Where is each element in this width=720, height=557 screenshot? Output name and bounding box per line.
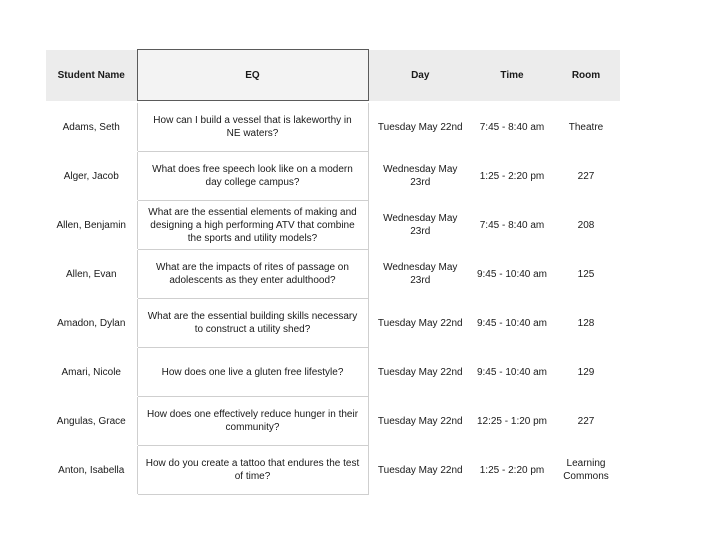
- header-time: Time: [472, 50, 552, 101]
- header-row: [46, 50, 620, 101]
- room-cell: 125: [552, 250, 620, 299]
- room-cell: 129: [552, 348, 620, 397]
- room-cell: 227: [552, 397, 620, 446]
- student-name-cell: Amadon, Dylan: [46, 299, 137, 348]
- eq-cell: What are the essential building skills necessary to construct a utility shed?: [137, 299, 368, 348]
- student-name-cell: Allen, Benjamin: [46, 201, 137, 250]
- table-row: [46, 348, 620, 397]
- student-name-cell: Anton, Isabella: [46, 446, 137, 495]
- time-cell: 7:45 - 8:40 am: [472, 103, 552, 152]
- table-row: [46, 397, 620, 446]
- student-name-cell: Angulas, Grace: [46, 397, 137, 446]
- day-cell: Wednesday May 23rd: [368, 250, 472, 299]
- table-row: [46, 299, 620, 348]
- header-eq[interactable]: EQ: [137, 50, 368, 101]
- room-cell: Theatre: [552, 103, 620, 152]
- time-cell: 9:45 - 10:40 am: [472, 299, 552, 348]
- time-cell: 12:25 - 1:20 pm: [472, 397, 552, 446]
- eq-cell: How does one effectively reduce hunger in their community?: [137, 397, 368, 446]
- time-cell: 7:45 - 8:40 am: [472, 201, 552, 250]
- eq-cell: What does free speech look like on a modern day college campus?: [137, 152, 368, 201]
- time-cell: 9:45 - 10:40 am: [472, 348, 552, 397]
- day-cell: Wednesday May 23rd: [368, 201, 472, 250]
- eq-cell: How can I build a vessel that is lakeworthy in NE waters?: [137, 103, 368, 152]
- time-cell: 1:25 - 2:20 pm: [472, 446, 552, 495]
- schedule-table: [46, 49, 620, 495]
- day-cell: Tuesday May 22nd: [368, 446, 472, 495]
- room-cell: 227: [552, 152, 620, 201]
- table-row: [46, 250, 620, 299]
- day-cell: Tuesday May 22nd: [368, 299, 472, 348]
- eq-cell: What are the essential elements of making and designing a high performing ATV that combine the sports and utility models?: [137, 201, 368, 250]
- header-day: Day: [368, 50, 472, 101]
- day-cell: Wednesday May 23rd: [368, 152, 472, 201]
- time-cell: 1:25 - 2:20 pm: [472, 152, 552, 201]
- table-header: [46, 50, 620, 101]
- header-student-name: Student Name: [46, 50, 137, 101]
- table-row: [46, 152, 620, 201]
- eq-cell: How do you create a tattoo that endures the test of time?: [137, 446, 368, 495]
- student-name-cell: Alger, Jacob: [46, 152, 137, 201]
- table-row: [46, 201, 620, 250]
- student-name-cell: Adams, Seth: [46, 103, 137, 152]
- header-room: Room: [552, 50, 620, 101]
- day-cell: Tuesday May 22nd: [368, 348, 472, 397]
- day-cell: Tuesday May 22nd: [368, 397, 472, 446]
- table-body: [46, 101, 620, 495]
- time-cell: 9:45 - 10:40 am: [472, 250, 552, 299]
- student-name-cell: Amari, Nicole: [46, 348, 137, 397]
- table-row: [46, 103, 620, 152]
- eq-cell: What are the impacts of rites of passage on adolescents as they enter adulthood?: [137, 250, 368, 299]
- room-cell: 128: [552, 299, 620, 348]
- schedule-sheet: [46, 49, 620, 495]
- day-cell: Tuesday May 22nd: [368, 103, 472, 152]
- student-name-cell: Allen, Evan: [46, 250, 137, 299]
- table-row: [46, 446, 620, 495]
- room-cell: 208: [552, 201, 620, 250]
- eq-cell: How does one live a gluten free lifestyle?: [137, 348, 368, 397]
- room-cell: Learning Commons: [552, 446, 620, 495]
